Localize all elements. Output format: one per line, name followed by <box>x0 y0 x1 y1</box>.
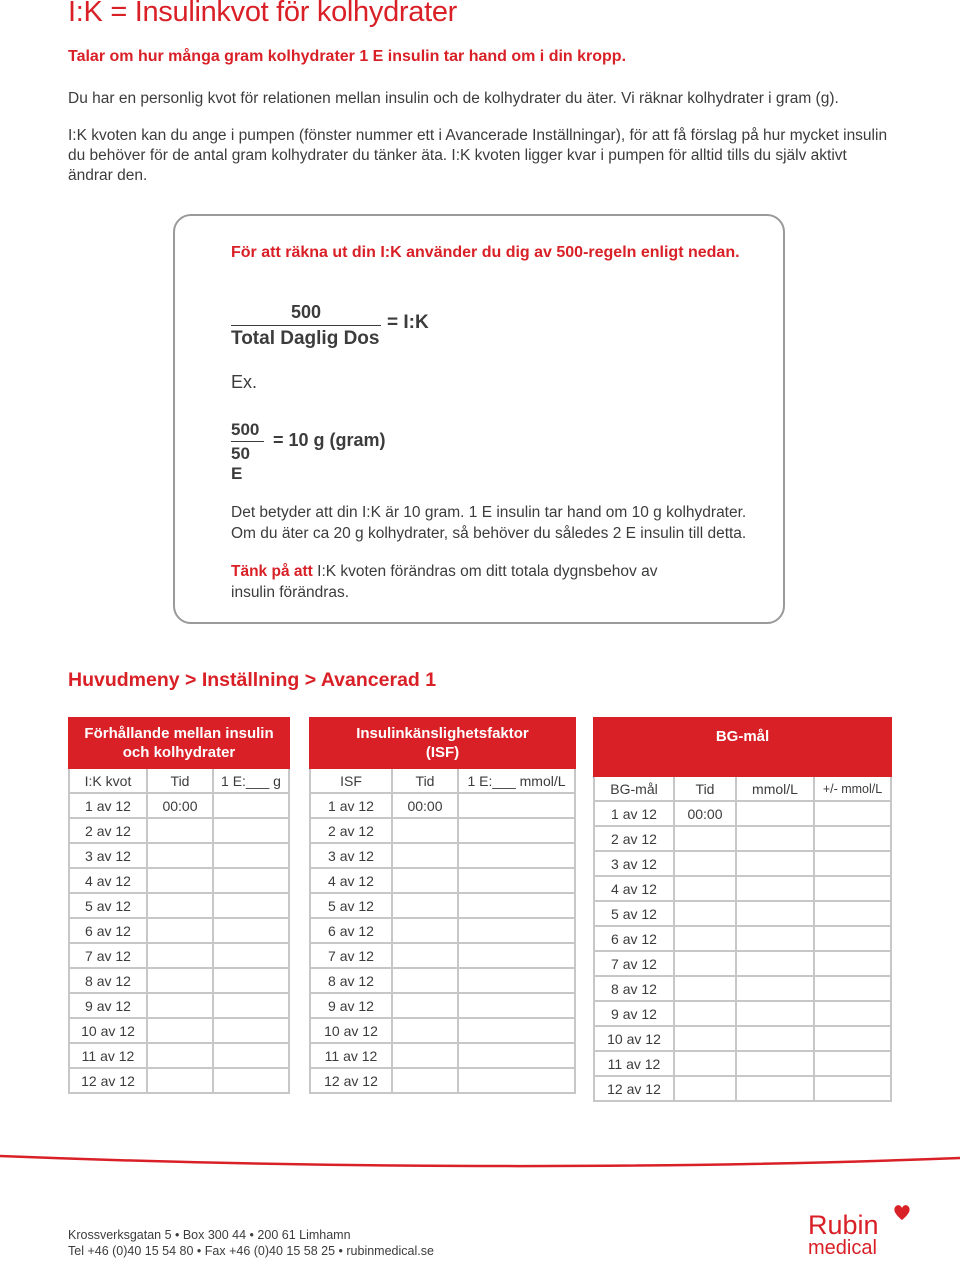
row-label: 10 av 12 <box>594 1026 674 1051</box>
table-row <box>594 1026 891 1051</box>
table-cell[interactable] <box>674 876 736 901</box>
example-result: = 10 g (gram) <box>273 430 386 450</box>
table-cell[interactable] <box>213 1018 289 1043</box>
ik-table-body <box>69 768 289 1093</box>
table-cell[interactable] <box>736 1026 814 1051</box>
table-cell[interactable] <box>814 876 891 901</box>
row-label: 3 av 12 <box>594 851 674 876</box>
table-cell[interactable] <box>392 868 458 893</box>
table-cell[interactable] <box>458 1043 575 1068</box>
row-label: 12 av 12 <box>594 1076 674 1101</box>
table-cell[interactable] <box>392 818 458 843</box>
row-label: 9 av 12 <box>310 993 392 1018</box>
table-cell[interactable] <box>736 901 814 926</box>
table-cell[interactable] <box>674 1076 736 1101</box>
page-title: I:K = Insulinkvot för kolhydrater <box>68 0 458 28</box>
row-label: 6 av 12 <box>310 918 392 943</box>
table-cell[interactable] <box>674 976 736 1001</box>
table-cell[interactable] <box>674 951 736 976</box>
footer-address: Krossverksgatan 5 • Box 300 44 • 200 61 Limhamn <box>68 1228 351 1242</box>
ik-table-header-line1: Förhållande mellan insulin <box>84 725 274 742</box>
note-paragraph <box>231 561 701 603</box>
column-header: 1 E:___ g <box>213 768 289 793</box>
table-cell[interactable] <box>814 801 891 826</box>
row-label: 4 av 12 <box>69 868 147 893</box>
info-box <box>173 214 785 624</box>
column-header: +/- mmol/L <box>814 776 891 801</box>
table-row <box>69 793 289 818</box>
table-row <box>310 843 575 868</box>
isf-table <box>309 717 576 1094</box>
table-row <box>310 1043 575 1068</box>
isf-table-body <box>310 768 575 1093</box>
ik-table-header <box>69 718 289 768</box>
table-cell[interactable] <box>814 951 891 976</box>
row-label: 7 av 12 <box>594 951 674 976</box>
row-label: 11 av 12 <box>310 1043 392 1068</box>
table-cell[interactable] <box>814 1001 891 1026</box>
table-cell[interactable] <box>147 968 213 993</box>
column-header-row <box>310 768 575 793</box>
table-cell[interactable] <box>213 918 289 943</box>
ik-table <box>68 717 290 1094</box>
table-row <box>594 901 891 926</box>
table-cell[interactable] <box>392 1043 458 1068</box>
table-cell[interactable] <box>674 901 736 926</box>
table-cell[interactable] <box>458 868 575 893</box>
table-row <box>69 993 289 1018</box>
table-row <box>594 826 891 851</box>
table-cell[interactable] <box>392 968 458 993</box>
table-cell[interactable] <box>392 943 458 968</box>
row-label: 2 av 12 <box>594 826 674 851</box>
explanation-paragraph: Det betyder att din I:K är 10 gram. 1 E insulin tar hand om 10 g kolhydrater. Om du äter ca 20 g kolhydrater, så behöver du således 2 E insulin till detta. <box>231 504 747 542</box>
row-label: 5 av 12 <box>69 893 147 918</box>
table-cell[interactable] <box>736 801 814 826</box>
section-title: Huvudmeny > Inställning > Avancerad 1 <box>68 669 437 691</box>
table-cell[interactable] <box>147 818 213 843</box>
row-label: 6 av 12 <box>594 926 674 951</box>
table-cell[interactable] <box>736 1076 814 1101</box>
table-cell[interactable] <box>736 851 814 876</box>
logo-word-rubin: Rubin <box>808 1210 879 1240</box>
table-cell[interactable] <box>147 1018 213 1043</box>
table-row <box>69 918 289 943</box>
table-cell[interactable] <box>458 943 575 968</box>
row-label: 4 av 12 <box>310 868 392 893</box>
table-cell[interactable] <box>213 993 289 1018</box>
table-row <box>69 1068 289 1093</box>
table-cell[interactable] <box>736 1051 814 1076</box>
table-row <box>594 851 891 876</box>
table-row <box>594 951 891 976</box>
table-row <box>594 876 891 901</box>
table-cell[interactable] <box>147 943 213 968</box>
row-label: 9 av 12 <box>594 1001 674 1026</box>
table-cell[interactable] <box>814 1026 891 1051</box>
row-label: 12 av 12 <box>69 1068 147 1093</box>
table-row <box>310 793 575 818</box>
table-cell[interactable] <box>213 1043 289 1068</box>
row-label: 11 av 12 <box>69 1043 147 1068</box>
table-cell[interactable] <box>458 893 575 918</box>
column-header: 1 E:___ mmol/L <box>458 768 575 793</box>
table-cell[interactable] <box>213 943 289 968</box>
table-cell[interactable] <box>213 893 289 918</box>
table-cell[interactable] <box>674 1001 736 1026</box>
table-cell[interactable] <box>213 1068 289 1093</box>
row-label: 1 av 12 <box>310 793 392 818</box>
row-label: 5 av 12 <box>594 901 674 926</box>
table-cell[interactable] <box>674 1051 736 1076</box>
table-row <box>594 801 891 826</box>
table-row <box>69 1018 289 1043</box>
table-row <box>594 1076 891 1101</box>
column-header: Tid <box>674 776 736 801</box>
table-cell[interactable]: 00:00 <box>674 801 736 826</box>
logo-heart-icon <box>894 1205 909 1220</box>
table-cell[interactable] <box>736 1001 814 1026</box>
note-text: I:K kvoten förändras om ditt totala dygnsbehov av insulin förändras. <box>231 563 658 601</box>
table-cell[interactable] <box>814 851 891 876</box>
table-cell[interactable] <box>458 993 575 1018</box>
example-denominator: 50 E <box>231 444 250 483</box>
table-cell[interactable] <box>213 868 289 893</box>
column-header: ISF <box>310 768 392 793</box>
row-label: 2 av 12 <box>310 818 392 843</box>
subtitle: Talar om hur många gram kolhydrater 1 E insulin tar hand om i din kropp. <box>68 48 627 65</box>
table-row <box>594 926 891 951</box>
table-cell[interactable] <box>213 843 289 868</box>
row-label: 8 av 12 <box>594 976 674 1001</box>
intro-paragraph: Du har en personlig kvot för relationen mellan insulin och de kolhydrater du äter. Vi räknar kolhydrater i gram (g). <box>68 90 839 107</box>
row-label: 1 av 12 <box>69 793 147 818</box>
table-row <box>310 868 575 893</box>
table-row <box>69 818 289 843</box>
table-cell[interactable]: 00:00 <box>392 793 458 818</box>
row-label: 7 av 12 <box>69 943 147 968</box>
table-cell[interactable] <box>147 843 213 868</box>
row-label: 4 av 12 <box>594 876 674 901</box>
table-cell[interactable] <box>392 1068 458 1093</box>
table-cell[interactable] <box>213 818 289 843</box>
row-label: 8 av 12 <box>310 968 392 993</box>
table-cell[interactable] <box>147 868 213 893</box>
table-cell[interactable] <box>736 976 814 1001</box>
table-row <box>310 1018 575 1043</box>
table-cell[interactable] <box>736 876 814 901</box>
column-header: Tid <box>392 768 458 793</box>
table-cell[interactable] <box>458 793 575 818</box>
row-label: 10 av 12 <box>310 1018 392 1043</box>
table-cell[interactable] <box>147 1068 213 1093</box>
row-label: 3 av 12 <box>310 843 392 868</box>
table-cell[interactable] <box>814 926 891 951</box>
bg-table <box>593 717 892 1102</box>
row-label: 10 av 12 <box>69 1018 147 1043</box>
table-cell[interactable] <box>458 1018 575 1043</box>
table-row <box>310 943 575 968</box>
row-label: 7 av 12 <box>310 943 392 968</box>
table-row <box>310 918 575 943</box>
table-row <box>69 943 289 968</box>
isf-table-header-line1: Insulinkänslighetsfaktor <box>356 725 529 742</box>
table-row <box>310 893 575 918</box>
table-row <box>69 1043 289 1068</box>
column-header: I:K kvot <box>69 768 147 793</box>
isf-table-header <box>310 718 575 768</box>
table-cell[interactable] <box>736 826 814 851</box>
table-cell[interactable] <box>147 918 213 943</box>
table-row <box>69 843 289 868</box>
rubin-medical-logo <box>806 1204 916 1258</box>
bg-table-header <box>594 718 891 776</box>
table-cell[interactable] <box>392 918 458 943</box>
table-cell[interactable]: 00:00 <box>147 793 213 818</box>
table-row <box>594 1001 891 1026</box>
table-cell[interactable] <box>674 926 736 951</box>
formula-result: = I:K <box>387 312 429 333</box>
column-header: Tid <box>147 768 213 793</box>
column-header-row <box>69 768 289 793</box>
table-cell[interactable] <box>736 926 814 951</box>
row-label: 11 av 12 <box>594 1051 674 1076</box>
formula-denominator: Total Daglig Dos <box>231 328 380 349</box>
table-cell[interactable] <box>147 1043 213 1068</box>
pump-paragraph: I:K kvoten kan du ange i pumpen (fönster nummer ett i Avancerade Inställningar), för att få förslag på hur mycket insulin du behöver för de antal gram kolhydrater du tänker äta. I:K kvoten ligger kvar i pumpen för alltid tills du själv aktivt ändrar den. <box>68 127 888 184</box>
bg-table-header-line1: BG-mål <box>715 728 770 745</box>
table-cell[interactable] <box>392 993 458 1018</box>
table-cell[interactable] <box>458 968 575 993</box>
table-cell[interactable] <box>392 1018 458 1043</box>
example-numerator: 500 <box>231 420 264 442</box>
table-cell[interactable] <box>674 1026 736 1051</box>
footer-contact: Tel +46 (0)40 15 54 80 • Fax +46 (0)40 15 58 25 • rubinmedical.se <box>68 1244 434 1258</box>
table-cell[interactable] <box>392 893 458 918</box>
table-cell[interactable] <box>392 843 458 868</box>
ik-table-header-line2: och kolhydrater <box>122 744 236 761</box>
row-label: 3 av 12 <box>69 843 147 868</box>
column-header: mmol/L <box>736 776 814 801</box>
table-cell[interactable] <box>147 993 213 1018</box>
formula-numerator: 500 <box>231 302 381 326</box>
bg-table-body <box>594 776 891 1101</box>
table-row <box>69 893 289 918</box>
table-cell[interactable] <box>814 1051 891 1076</box>
table-cell[interactable] <box>147 893 213 918</box>
box-heading: För att räkna ut din I:K använder du dig av 500-regeln enligt nedan. <box>231 244 740 261</box>
table-row <box>310 968 575 993</box>
table-cell[interactable] <box>458 1068 575 1093</box>
table-row <box>594 1051 891 1076</box>
example-label: Ex. <box>231 372 258 392</box>
note-emphasis: Tänk på att <box>231 563 313 580</box>
table-cell[interactable] <box>674 851 736 876</box>
row-label: 8 av 12 <box>69 968 147 993</box>
table-cell[interactable] <box>458 818 575 843</box>
row-label: 2 av 12 <box>69 818 147 843</box>
table-cell[interactable] <box>814 976 891 1001</box>
table-cell[interactable] <box>458 843 575 868</box>
table-row <box>310 818 575 843</box>
logo-word-medical: medical <box>808 1237 877 1258</box>
table-cell[interactable] <box>458 918 575 943</box>
row-label: 6 av 12 <box>69 918 147 943</box>
table-cell[interactable] <box>213 793 289 818</box>
table-row <box>69 968 289 993</box>
table-cell[interactable] <box>674 826 736 851</box>
column-header: BG-mål <box>594 776 674 801</box>
table-cell[interactable] <box>814 901 891 926</box>
footer-red-line <box>0 1156 960 1166</box>
table-row <box>594 976 891 1001</box>
isf-table-header-line2: (ISF) <box>425 744 460 761</box>
footer-divider <box>0 1148 960 1178</box>
table-cell[interactable] <box>213 968 289 993</box>
table-row <box>69 868 289 893</box>
table-cell[interactable] <box>814 826 891 851</box>
row-label: 9 av 12 <box>69 993 147 1018</box>
table-cell[interactable] <box>814 1076 891 1101</box>
column-header-row <box>594 776 891 801</box>
row-label: 1 av 12 <box>594 801 674 826</box>
row-label: 12 av 12 <box>310 1068 392 1093</box>
table-row <box>310 1068 575 1093</box>
table-cell[interactable] <box>736 951 814 976</box>
table-row <box>310 993 575 1018</box>
row-label: 5 av 12 <box>310 893 392 918</box>
